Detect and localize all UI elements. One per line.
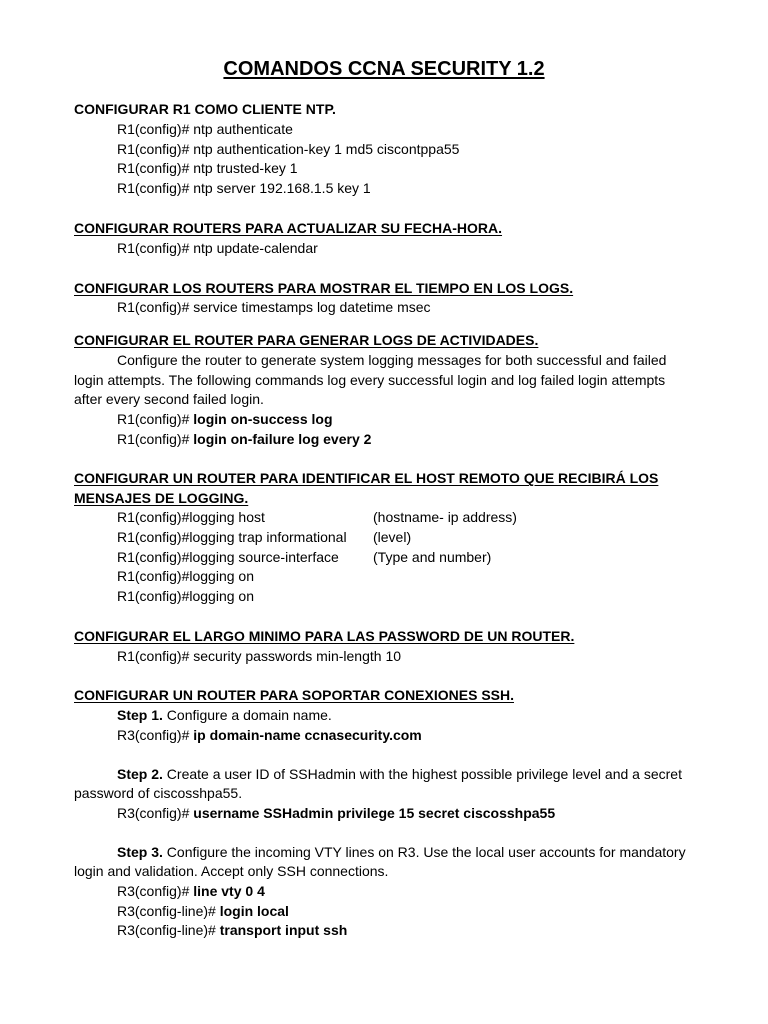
cmd-row <box>117 548 677 566</box>
cmd-line: R1(config)# ntp authentication-key 1 md5 ciscontppa55 <box>117 141 460 157</box>
heading-logs: CONFIGURAR EL ROUTER PARA GENERAR LOGS DE ACTIVIDADES. <box>74 332 539 348</box>
cmd-line: R1(config)# ntp server 192.168.1.5 key 1 <box>117 180 371 196</box>
cmd-line: R1(config)# service timestamps log datetime msec <box>117 299 431 315</box>
cmd-line <box>117 410 333 428</box>
cmd-prompt: R3(config)# <box>117 727 194 743</box>
step-text: Configure a domain name. <box>162 707 332 723</box>
cmd-text: login local <box>219 903 289 919</box>
cmd-text: R1(config)#logging trap informational <box>117 529 347 545</box>
cmd-text: username SSHadmin privilege 15 secret ciscosshpa55 <box>193 805 556 821</box>
heading-password-length: CONFIGURAR EL LARGO MINIMO PARA LAS PASSWORD DE UN ROUTER. <box>74 628 575 644</box>
step-label: Step 3. <box>117 844 163 860</box>
paragraph-line: after every second failed login. <box>74 391 264 407</box>
cmd-line: R1(config)# ntp trusted-key 1 <box>117 160 298 176</box>
cmd-text: R1(config)#logging host <box>117 509 265 525</box>
cmd-note: (hostname- ip address) <box>373 509 517 525</box>
heading-ssh: CONFIGURAR UN ROUTER PARA SOPORTAR CONEXIONES SSH. <box>74 687 514 703</box>
heading-ntp-client: CONFIGURAR R1 COMO CLIENTE NTP. <box>74 101 336 117</box>
cmd-row <box>117 508 677 526</box>
cmd-note: (level) <box>373 529 412 545</box>
paragraph-line: Configure the router to generate system logging messages for both successful and failed <box>117 352 667 368</box>
step-label: Step 1. <box>117 707 163 723</box>
cmd-line <box>117 882 265 900</box>
cmd-line <box>117 804 555 822</box>
cmd-text: line vty 0 4 <box>193 883 265 899</box>
cmd-prompt: R1(config)# <box>117 411 194 427</box>
heading-logging-host-cont: MENSAJES DE LOGGING. <box>74 490 249 506</box>
cmd-line <box>117 921 347 939</box>
step-text: Create a user ID of SSHadmin with the highest possible privilege level and a secret <box>162 766 682 782</box>
cmd-prompt: R3(config)# <box>117 805 194 821</box>
step-text: Configure the incoming VTY lines on R3. Use the local user accounts for mandatory <box>162 844 686 860</box>
cmd-prompt: R1(config)# <box>117 431 194 447</box>
cmd-line: R1(config)# ntp update-calendar <box>117 240 318 256</box>
cmd-text: R1(config)#logging on <box>117 568 254 584</box>
cmd-text: R1(config)#logging source-interface <box>117 549 339 565</box>
cmd-row <box>117 528 677 546</box>
cmd-text: login on-failure log every 2 <box>193 431 372 447</box>
heading-logging-host: CONFIGURAR UN ROUTER PARA IDENTIFICAR EL HOST REMOTO QUE RECIBIRÁ LOS <box>74 470 659 486</box>
page-title: COMANDOS CCNA SECURITY 1.2 <box>223 58 545 80</box>
cmd-text: R1(config)#logging on <box>117 588 254 604</box>
step-text-cont: login and validation. Accept only SSH connections. <box>74 863 389 879</box>
cmd-prompt: R3(config)# <box>117 883 194 899</box>
cmd-row <box>117 587 254 605</box>
cmd-line <box>117 902 289 920</box>
step-text-cont: password of ciscosshpa55. <box>74 785 243 801</box>
step-1 <box>117 706 332 724</box>
cmd-text: ip domain-name ccnasecurity.com <box>193 727 422 743</box>
step-3 <box>117 843 686 861</box>
cmd-text: transport input ssh <box>219 922 348 938</box>
step-label: Step 2. <box>117 766 163 782</box>
heading-timestamps: CONFIGURAR LOS ROUTERS PARA MOSTRAR EL TIEMPO EN LOS LOGS. <box>74 280 574 296</box>
cmd-line <box>117 430 371 448</box>
cmd-line: R1(config)# ntp authenticate <box>117 121 293 137</box>
cmd-text: login on-success log <box>193 411 333 427</box>
cmd-prompt: R3(config-line)# <box>117 903 220 919</box>
heading-update-calendar: CONFIGURAR ROUTERS PARA ACTUALIZAR SU FECHA-HORA. <box>74 220 503 236</box>
cmd-line <box>117 726 422 744</box>
cmd-prompt: R3(config-line)# <box>117 922 220 938</box>
cmd-row <box>117 567 254 585</box>
cmd-line: R1(config)# security passwords min-length 10 <box>117 648 402 664</box>
cmd-note: (Type and number) <box>373 549 492 565</box>
paragraph-line: login attempts. The following commands log every successful login and log failed login attempts <box>74 372 666 388</box>
step-2 <box>117 765 682 783</box>
